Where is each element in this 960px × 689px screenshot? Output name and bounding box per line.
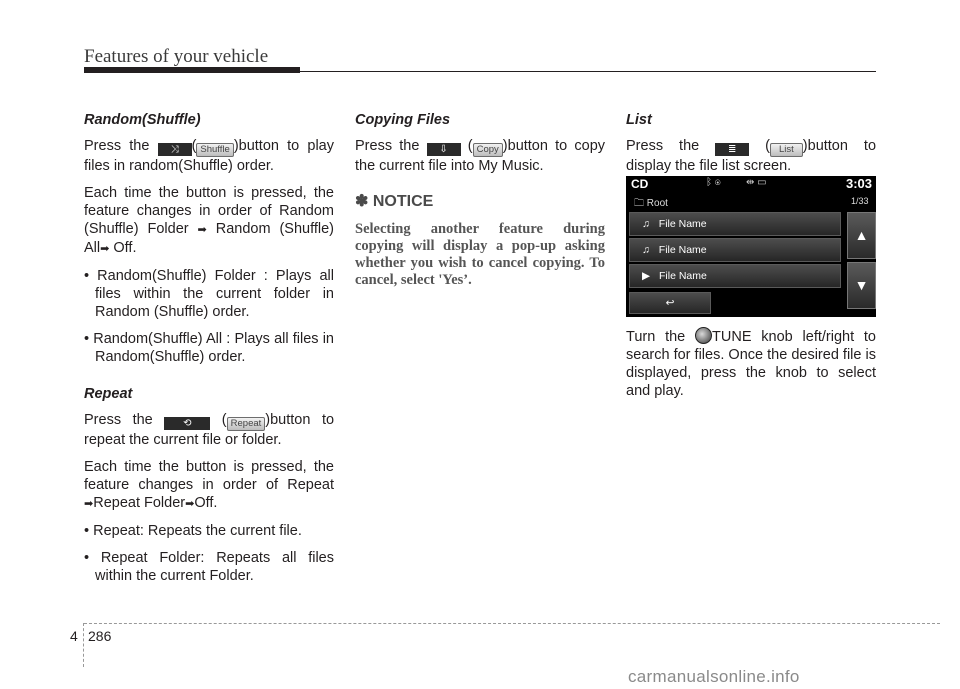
bluetooth-icon: ᛒ ◉ <box>706 177 721 188</box>
back-arrow-icon: ↩ <box>665 297 675 309</box>
shuffle-press-text: Press the ⤨ ( Shuffle )button to play files in random(Shuffle) order. <box>84 138 334 174</box>
header-bar <box>84 67 300 73</box>
footer-divider <box>83 623 84 667</box>
back-button[interactable] <box>629 292 711 314</box>
repeat-bullet-folder: • Repeat Folder: Repeats all files within the current Folder. <box>84 550 334 584</box>
arrow-icon: ➡ <box>185 498 195 510</box>
copy-heading: Copying Files <box>355 112 451 128</box>
folder-icon: 🗀 <box>634 198 644 209</box>
shuffle-icon: ⤨ <box>158 143 192 156</box>
shuffle-order-text: Each time the button is pressed, the feature changes in order of Random (Shuffle) Folder ➡ Random (Shuffle) All➡ Off. <box>84 185 335 256</box>
repeat-label-button: Repeat <box>227 417 266 431</box>
shuffle-bullet-all: • Random(Shuffle) All : Plays all files in Random(Shuffle) order. <box>84 331 334 365</box>
tune-paragraph-block <box>626 327 876 409</box>
column-left <box>84 111 334 594</box>
column-middle <box>355 111 605 289</box>
copy-label-button: Copy <box>473 143 503 157</box>
down-arrow-icon: ▼ <box>854 277 869 293</box>
shuffle-heading: Random(Shuffle) <box>84 112 201 128</box>
screen-status-bar <box>626 176 876 191</box>
footer-rule <box>84 623 940 624</box>
watermark: carmanualsonline.info <box>628 667 800 686</box>
clock: 3:03 <box>846 176 873 191</box>
notice-title: ✽ NOTICE <box>355 193 434 210</box>
list-icon: ≣ <box>715 143 749 156</box>
header-title: Features of your vehicle <box>84 46 269 67</box>
header-rule <box>300 71 876 72</box>
scroll-up-button[interactable] <box>847 212 876 259</box>
arrow-icon: ➡ <box>197 224 207 236</box>
repeat-bullet-file: • Repeat: Repeats the current file. <box>84 523 302 539</box>
repeat-heading: Repeat <box>84 386 133 402</box>
arrow-icon: ➡ <box>84 498 94 510</box>
chapter-number: 4 <box>70 628 78 644</box>
shuffle-bullet-folder: • Random(Shuffle) Folder : Plays all files within the current folder in Random (Shuffle) order. <box>84 268 334 320</box>
notice-body: Selecting another feature during copying will display a pop-up asking whether you wish to cancel copying. To cancel, select 'Yes’. <box>355 221 605 288</box>
play-icon: ▶ <box>642 270 651 282</box>
copy-press-text: Press the ⇩ ( Copy )button to copy the current file into My Music. <box>355 138 606 174</box>
arrow-icon: ➡ <box>100 243 110 255</box>
repeat-icon: ⟲ <box>164 417 210 430</box>
tune-text: Turn the TUNE knob left/right to search for files. Once the desired file is displayed, press the knob to select and play. <box>626 329 876 399</box>
list-heading: List <box>626 112 652 128</box>
up-arrow-icon: ▲ <box>854 227 869 243</box>
file-row[interactable]: ♫ File Name <box>629 238 841 262</box>
repeat-order-text: Each time the button is pressed, the feature changes in order of Repeat ➡Repeat Folder➡Off. <box>84 459 334 511</box>
column-right <box>626 111 876 184</box>
list-press-text: Press the ≣ ( List )button to display the file list screen. <box>626 138 877 174</box>
file-list-screen <box>626 176 876 317</box>
download-icon: ⇩ <box>427 143 461 156</box>
usb-icon: ⇹ ▭ <box>746 177 767 188</box>
music-note-icon: ♫ <box>642 218 650 230</box>
tune-knob-icon <box>695 327 712 344</box>
scroll-down-button[interactable] <box>847 262 876 309</box>
track-count: 1/33 <box>851 196 869 206</box>
repeat-press-text: Press the ⟲ ( Repeat )button to repeat the current file or folder. <box>84 412 335 448</box>
file-row[interactable]: ♫ File Name <box>629 212 841 236</box>
file-row-playing[interactable]: ▶ File Name <box>629 264 841 288</box>
folder-path: 🗀 Root <box>634 198 668 209</box>
source-label: CD <box>631 177 649 191</box>
shuffle-label-button: Shuffle <box>196 143 233 157</box>
page-number: 286 <box>88 628 112 644</box>
music-note-icon: ♫ <box>642 244 650 256</box>
list-label-button: List <box>770 143 803 157</box>
